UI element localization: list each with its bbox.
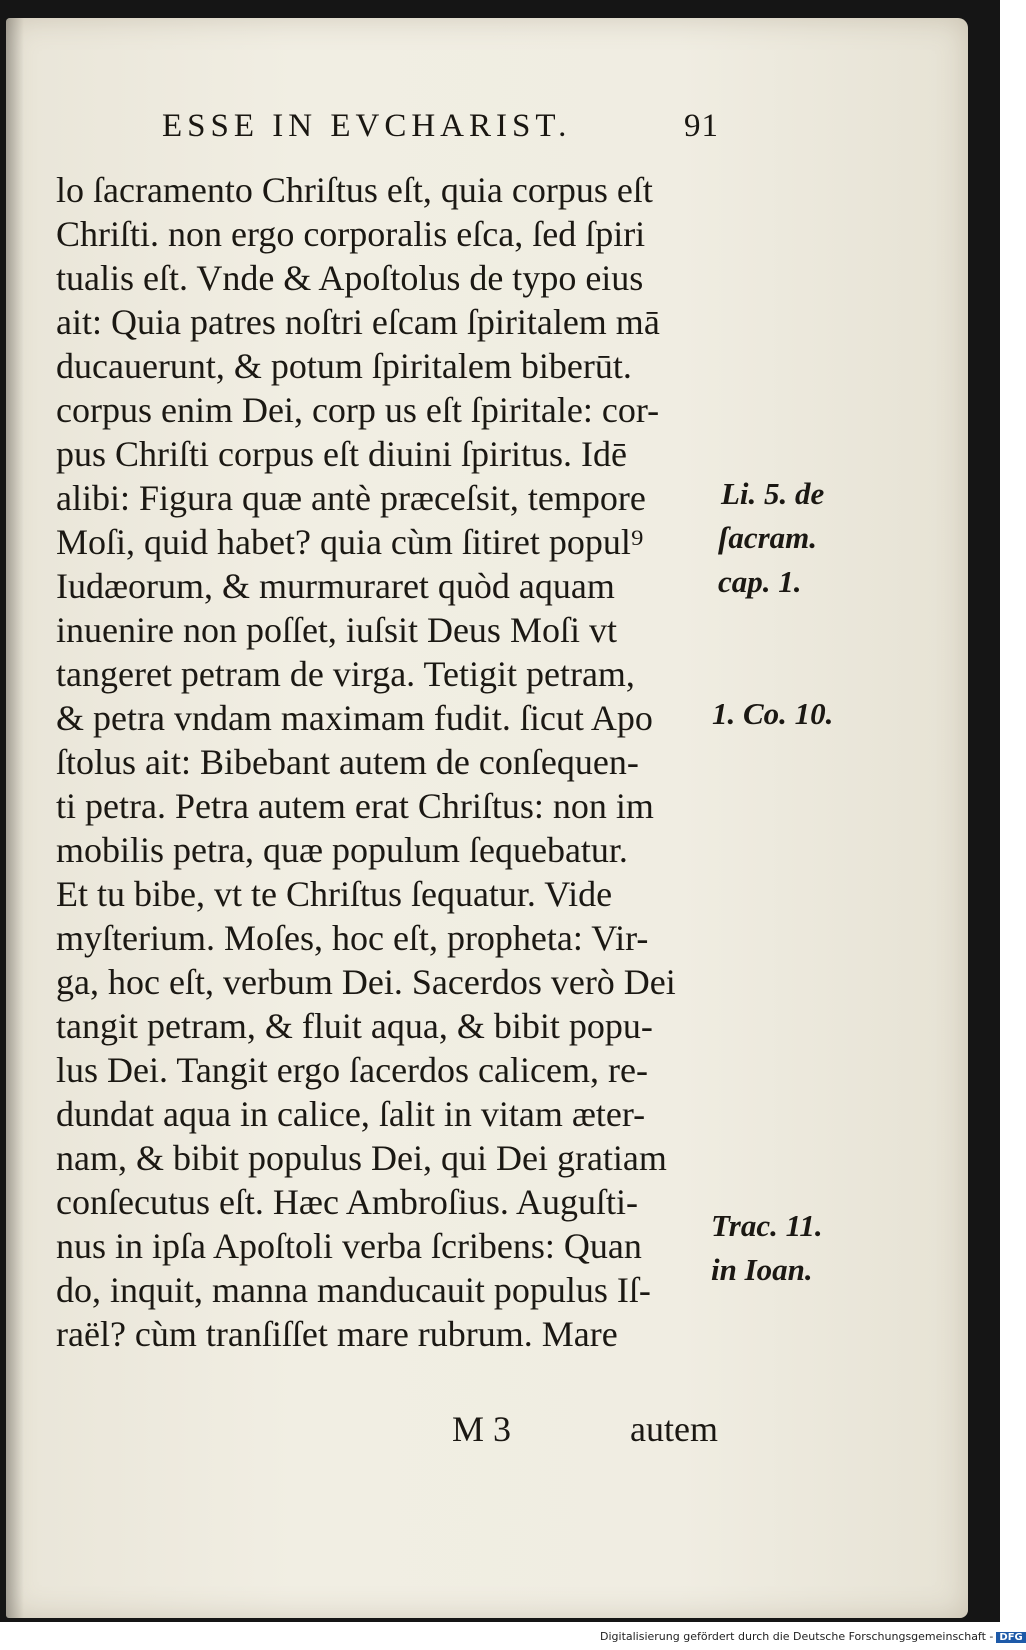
text-line: tangeret petram de virga. Tetigit petram, [56, 654, 635, 694]
dfg-logo: DFG [996, 1632, 1025, 1643]
margin-note-reference: ſacram. [718, 520, 818, 555]
text-line: ducauerunt, & potum ſpiritalem biberūt. [56, 346, 632, 386]
text-line: myſterium. Moſes, hoc eſt, propheta: Vir- [56, 918, 649, 958]
catchword: autem [630, 1409, 718, 1449]
margin-note-reference: in Ioan. [711, 1252, 813, 1287]
text-line: nus in ipſa Apoſtoli verba ſcribens: Quan [56, 1226, 642, 1266]
text-line: Iudæorum, & murmuraret quòd aquam [56, 566, 615, 606]
text-line: & petra vndam maximam fudit. ſicut Apo [56, 698, 653, 738]
text-line: Chriſti. non ergo corporalis eſca, ſed ſpiri [56, 214, 646, 254]
credit-text: Digitalisierung gefördert durch die Deutsche Forschungsgemeinschaft - [600, 1630, 994, 1643]
text-line: dundat aqua in calice, ſalit in vitam æter- [56, 1094, 646, 1134]
text-line: alibi: Figura quæ antè præceſsit, tempore [56, 478, 646, 518]
gutter-shadow [6, 18, 24, 1618]
running-head-title: ESSE IN EVCHARIST. [162, 108, 572, 144]
catchline [6, 1408, 968, 1452]
text-line: Et tu bibe, vt te Chriſtus ſequatur. Vide [56, 874, 613, 914]
text-line: tualis eſt. Vnde & Apoſtolus de typo eius [56, 258, 644, 298]
margin-note-reference: Li. 5. de [721, 476, 825, 511]
text-line: corpus enim Dei, corp us eſt ſpiritale: cor- [56, 390, 660, 430]
text-line: pus Chriſti corpus eſt diuini ſpiritus. Idē [56, 434, 627, 474]
margin-note-reference: Trac. 11. [711, 1208, 823, 1243]
text-line: inuenire non poſſet, iuſsit Deus Moſi vt [56, 610, 617, 650]
text-line: ti petra. Petra autem erat Chriſtus: non im [56, 786, 654, 826]
text-line: lo ſacramento Chriſtus eſt, quia corpus eſt [56, 170, 653, 210]
text-line: do, inquit, manna manducauit populus Iſ- [56, 1270, 651, 1310]
page-number: 91 [684, 108, 719, 144]
body-text [56, 168, 756, 1356]
text-line: lus Dei. Tangit ergo ſacerdos calicem, re- [56, 1050, 648, 1090]
text-line: ga, hoc eſt, verbum Dei. Sacerdos verò Dei [56, 962, 676, 1002]
text-line: mobilis petra, quæ populum ſequebatur. [56, 830, 628, 870]
text-line: Moſi, quid habet? quia cùm ſitiret popul⁹ [56, 522, 644, 562]
margin-note-reference: 1. Co. 10. [712, 696, 834, 731]
margin-note-reference: cap. 1. [718, 564, 802, 599]
text-line: tangit petram, & fluit aqua, & bibit popu- [56, 1006, 653, 1046]
digitization-credit [600, 1630, 1023, 1643]
text-line: raël? cùm tranſiſſet mare rubrum. Mare [56, 1314, 618, 1354]
text-line: nam, & bibit populus Dei, qui Dei gratiam [56, 1138, 667, 1178]
book-page [6, 18, 968, 1618]
signature-mark: M 3 [452, 1409, 512, 1449]
text-line: ſtolus ait: Bibebant autem de conſequen- [56, 742, 639, 782]
text-line: ait: Quia patres noſtri eſcam ſpiritalem mā [56, 302, 660, 342]
text-line: conſecutus eſt. Hæc Ambroſius. Auguſti- [56, 1182, 638, 1222]
